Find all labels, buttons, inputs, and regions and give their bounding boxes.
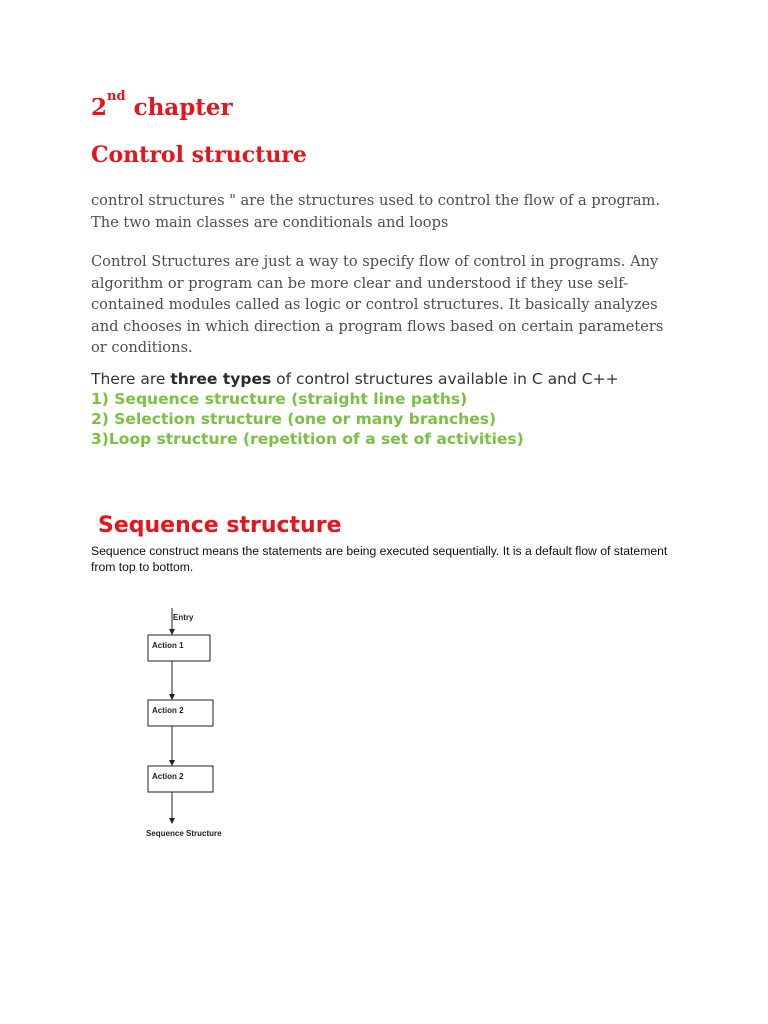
diagram-caption: Sequence Structure — [146, 829, 222, 838]
section-title: Control structure — [91, 142, 307, 168]
action-label-3: Action 2 — [152, 772, 184, 781]
types-item-sequence: 1) Sequence structure (straight line paths) — [91, 390, 468, 408]
types-item-loop: 3)Loop structure (repetition of a set of activities) — [91, 430, 524, 448]
types-intro: There are three types of control structures available in C and C++ — [91, 370, 619, 388]
types-intro-bold: three types — [170, 370, 272, 388]
intro-paragraph: control structures " are the structures used to control the flow of a program. The two main classes are conditionals and loops — [91, 192, 660, 231]
sequence-flow-diagram — [130, 600, 310, 845]
action-label-2: Action 2 — [152, 706, 184, 715]
chapter-number: 2 — [91, 94, 108, 121]
types-item-selection: 2) Selection structure (one or many branches) — [91, 410, 497, 428]
chapter-suffix: nd — [107, 89, 126, 104]
types-block — [91, 369, 711, 449]
entry-label: Entry — [173, 613, 194, 622]
action-label-1: Action 1 — [152, 641, 184, 650]
chapter-word: chapter — [133, 94, 233, 121]
chapter-heading — [91, 89, 233, 121]
definition-paragraph: Control Structures are just a way to specify flow of control in programs. Any algorithm or program can be more clear and understood if they use self-contained modules called as logic or control structures. It basically analyzes and chooses in which direction a program flows based on certain parameters or conditions. — [91, 253, 664, 356]
sequence-description: Sequence construct means the statements are being executed sequentially. It is a default flow of statement from top to bottom. — [91, 544, 668, 574]
sequence-heading: Sequence structure — [98, 513, 342, 538]
